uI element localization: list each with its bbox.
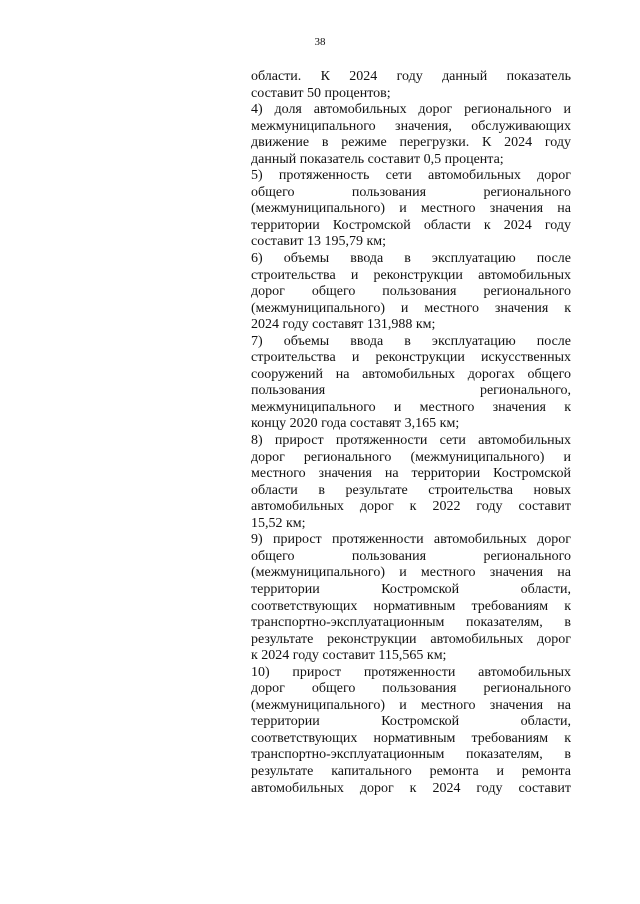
text-line: концу 2020 года составят 3,165 км;: [251, 416, 460, 432]
text-line: сооружений на автомобильных дорогах общего: [251, 366, 571, 382]
text-line: пользования регионального,: [251, 383, 571, 399]
text-line: 4) доля автомобильных дорог регионального и: [251, 102, 571, 118]
text-line: соответствующих нормативным требованиям к: [251, 598, 571, 614]
text-line: составит 13 195,79 км;: [251, 234, 387, 250]
text-line: 6) объемы ввода в эксплуатацию после: [251, 251, 571, 267]
text-line: 2024 году составят 131,988 км;: [251, 317, 436, 333]
text-line: автомобильных дорог к 2024 году составит: [251, 780, 571, 796]
text-line: данный показатель составит 0,5 процента;: [251, 151, 504, 167]
text-line: (межмуниципального) и местного значения на: [251, 565, 571, 581]
text-line: 7) объемы ввода в эксплуатацию после: [251, 333, 571, 349]
text-line: общего пользования регионального: [251, 184, 571, 200]
text-line: 8) прирост протяженности сети автомобильных: [251, 433, 571, 449]
text-line: межмуниципального значения, обслуживающих: [251, 118, 571, 134]
text-line: дорог регионального (межмуниципального) и: [251, 449, 571, 465]
text-line: (межмуниципального) и местного значения на: [251, 201, 571, 217]
text-line: строительства и реконструкции автомобильных: [251, 267, 571, 283]
text-line: дорог общего пользования регионального: [251, 681, 571, 697]
text-line: автомобильных дорог к 2022 году составит: [251, 499, 571, 515]
text-line: (межмуниципального) и местного значения на: [251, 697, 571, 713]
text-line: транспортно-эксплуатационным показателям, в: [251, 615, 571, 631]
text-line: территории Костромской области к 2024 году: [251, 217, 571, 233]
text-line: территории Костромской области,: [251, 581, 571, 597]
text-line: результате реконструкции автомобильных дорог: [251, 631, 571, 647]
text-line: соответствующих нормативным требованиям к: [251, 730, 571, 746]
text-line: межмуниципального и местного значения к: [251, 399, 571, 415]
text-line: результате капитального ремонта и ремонта: [251, 763, 571, 779]
text-line: 10) прирост протяженности автомобильных: [251, 664, 571, 680]
text-line: 9) прирост протяженности автомобильных дорог: [251, 532, 571, 548]
text-line: области в результате строительства новых: [251, 482, 571, 498]
text-line: 15,52 км;: [251, 515, 306, 531]
text-line: составит 50 процентов;: [251, 85, 391, 101]
text-line: общего пользования регионального: [251, 548, 571, 564]
text-line: строительства и реконструкции искусственных: [251, 350, 571, 366]
page-number: 38: [314, 36, 326, 48]
text-line: (межмуниципального) и местного значения к: [251, 300, 571, 316]
text-line: к 2024 году составит 115,565 км;: [251, 648, 447, 664]
text-line: движение в режиме перегрузки. К 2024 году: [251, 135, 571, 151]
text-line: транспортно-эксплуатационным показателям, в: [251, 747, 571, 763]
text-line: местного значения на территории Костромской: [251, 466, 571, 482]
text-line: области. К 2024 году данный показатель: [251, 69, 571, 84]
text-line: 5) протяженность сети автомобильных дорог: [251, 168, 571, 184]
document-body: [251, 69, 571, 797]
text-line: территории Костромской области,: [251, 714, 571, 730]
text-line: дорог общего пользования регионального: [251, 284, 571, 300]
